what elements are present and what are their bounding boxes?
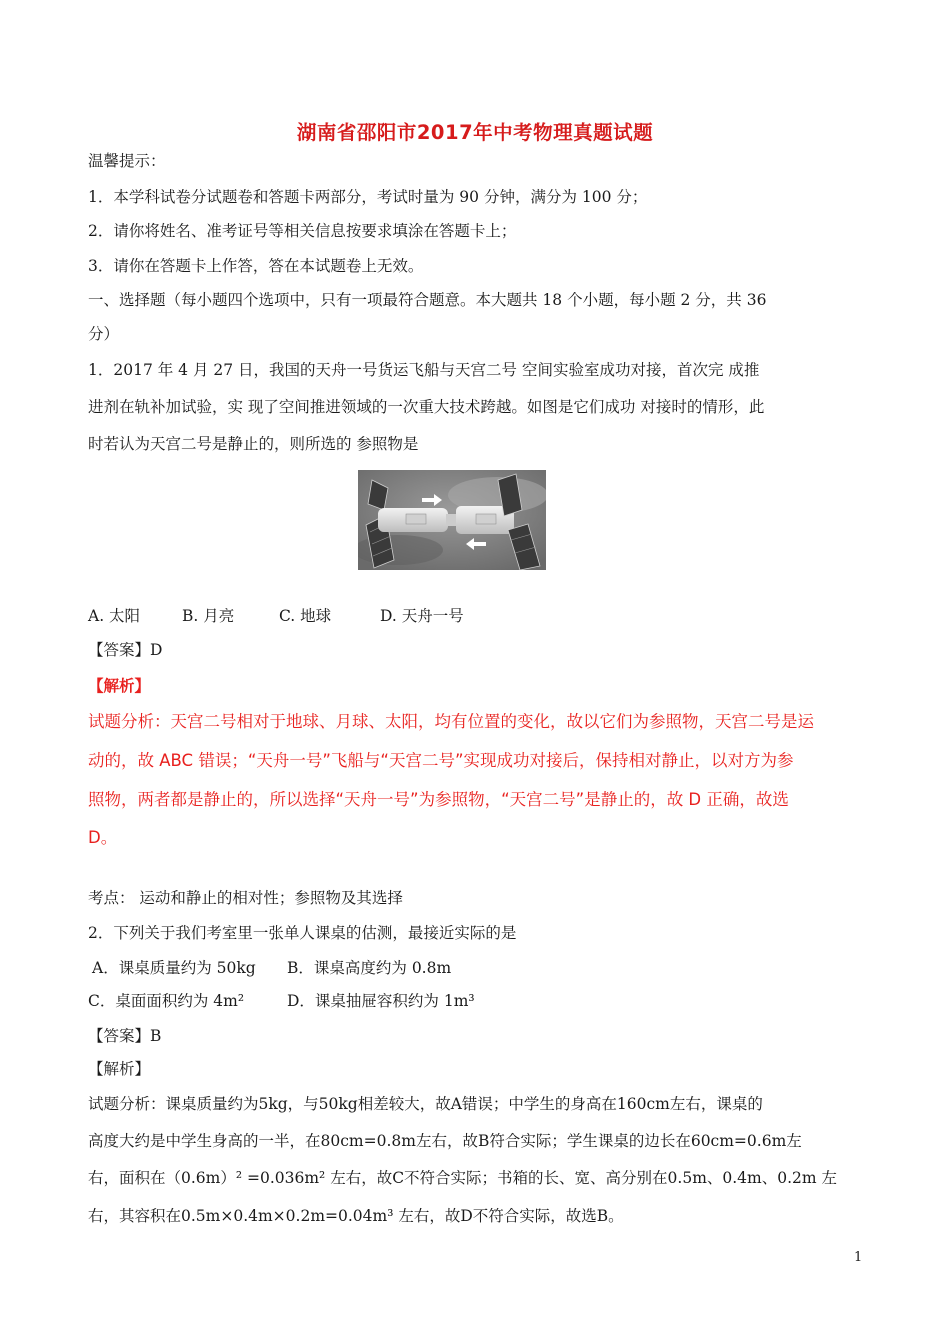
q2-analysis-line: 右，面积在（0.6m）² =0.036m² 左右，故C不符合实际；书箱的长、宽、高分别在0.5m、0.4m、0.2m 左 [88, 1169, 838, 1187]
q1-analysis-line: 照物，两者都是静止的，所以选择“天舟一号”为参照物，“天宫二号”是静止的，故 D 正确，故选 [88, 790, 789, 809]
q2-stem: 2．下列关于我们考室里一张单人课桌的估测，最接近实际的是 [88, 924, 517, 942]
q1-analysis-heading: 【解析】 [88, 677, 151, 695]
q1-stem-line: 时若认为天宫二号是静止的，则所选的 参照物是 [88, 435, 419, 453]
q1-analysis-line: 动的，故 ABC 错误；“天舟一号”飞船与“天宫二号”实现成功对接后，保持相对静止，以对方为参 [88, 751, 794, 770]
notice-item: 3．请你在答题卡上作答，答在本试题卷上无效。 [88, 257, 424, 275]
q2-analysis-line: 试题分析：课桌质量约为5kg，与50kg相差较大，故A错误；中学生的身高在160cm左右，课桌的 [88, 1095, 763, 1113]
q2-option-d: D．课桌抽屉容积约为 1m³ [287, 992, 475, 1010]
space-station-docking-image [358, 470, 546, 570]
q1-analysis-line: 试题分析：天宫二号相对于地球、月球、太阳，均有位置的变化，故以它们为参照物，天宫二号是运 [88, 712, 814, 731]
q2-option-c: C．桌面面积约为 4m² [88, 992, 245, 1010]
q1-option-c: C. 地球 [279, 607, 332, 625]
q1-option-b: B. 月亮 [182, 607, 235, 625]
q1-analysis-line: D。 [88, 828, 118, 847]
q1-option-d: D. 天舟一号 [380, 607, 464, 625]
notice-item: 1．本学科试卷分试题卷和答题卡两部分，考试时量为 90 分钟，满分为 100 分； [88, 188, 648, 206]
section-heading: 一、选择题（每小题四个选项中，只有一项最符合题意。本大题共 18 个小题，每小题 2 分，共 36 [88, 291, 767, 309]
notice-heading: 温馨提示： [88, 152, 166, 170]
q1-stem-line: 1．2017 年 4 月 27 日，我国的天舟一号货运飞船与天宫二号 空间实验室成功对接，首次完 成推 [88, 361, 760, 379]
q2-option-a: A．课桌质量约为 50kg [92, 959, 256, 977]
q2-option-b: B．课桌高度约为 0.8m [287, 959, 452, 977]
notice-item: 2．请你将姓名、准考证号等相关信息按要求填涂在答题卡上； [88, 222, 517, 240]
page-number: 1 [854, 1250, 863, 1265]
q2-answer: 【答案】B [88, 1027, 162, 1045]
q1-answer: 【答案】D [88, 641, 163, 659]
document-title: 湖南省邵阳市2017年中考物理真题试题 [296, 121, 654, 144]
q1-option-a: A. 太阳 [88, 607, 141, 625]
section-heading-cont: 分） [88, 325, 120, 343]
q2-analysis-heading: 【解析】 [88, 1060, 151, 1078]
q2-analysis-line: 高度大约是中学生身高的一半，在80cm=0.8m左右，故B符合实际；学生课桌的边长在60cm=0.6m左 [88, 1132, 802, 1150]
q2-analysis-line: 右，其容积在0.5m×0.4m×0.2m=0.04m³ 左右，故D不符合实际，故选B。 [88, 1207, 624, 1225]
q1-stem-line: 进剂在轨补加试验，实 现了空间推进领域的一次重大技术跨越。如图是它们成功 对接时的情形，此 [88, 398, 765, 416]
q1-kaodian: 考点： 运动和静止的相对性；参照物及其选择 [88, 889, 403, 907]
